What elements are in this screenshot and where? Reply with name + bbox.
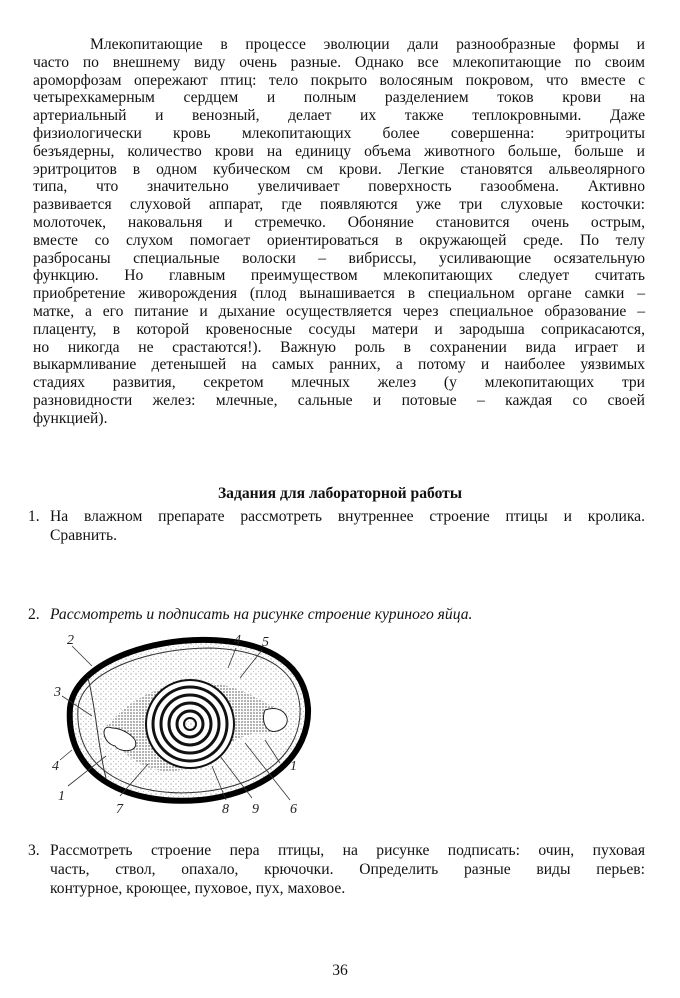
- figure-label: 3: [54, 685, 61, 700]
- paragraph-line: стадиях развития, секретом млечных желез (у млекопитающих три: [33, 374, 645, 392]
- task-number: 1.: [28, 508, 40, 525]
- yolk: [146, 680, 234, 768]
- paragraph-line: выкармливание детенышей на самых ранних, а потому и наиболее уязвимых: [33, 356, 645, 374]
- task-text-line: На влажном препарате рассмотреть внутреннее строение птицы и кролика.: [50, 508, 645, 525]
- paragraph-line: вместе со слухом помогает ориентироваться в окружающей среде. По телу: [33, 231, 645, 249]
- paragraph-line: разбросаны специальные волоски – вибриссы, усиливающие осязательную: [33, 249, 645, 267]
- figure-label: 1: [58, 789, 65, 804]
- paragraph-line: ароморфозам опережают птиц: тело покрыто волосяным покровом, что вместе с: [33, 71, 645, 89]
- paragraph-line: типа, что значительно увеличивает поверхность газообмена. Активно: [33, 178, 645, 196]
- page-number: 36: [332, 962, 348, 979]
- figure-label: 5: [262, 635, 269, 650]
- figure-label: 7: [116, 802, 123, 817]
- task-number: 2.: [28, 606, 40, 623]
- paragraph-line: приобретение живорождения (плод вынашивается в специальном органе самки –: [33, 285, 645, 303]
- figure-label: 1: [290, 759, 297, 774]
- task-number: 3.: [28, 842, 40, 859]
- paragraph-line: молоточек, наковальня и стремечко. Обоняние становится очень острым,: [33, 214, 645, 231]
- figure-label: 8: [222, 802, 229, 817]
- section-heading: Задания для лабораторной работы: [217, 485, 463, 502]
- task-text-line: контурное, кроющее, пуховое, пух, маховое.: [50, 880, 346, 897]
- paragraph-line: безъядерны, количество крови на единицу объема животного больше, больше и: [33, 142, 645, 160]
- paragraph-line: развивается слуховой аппарат, где появляются уже три слуховые косточки:: [33, 196, 645, 214]
- task-text-line: Сравнить.: [50, 527, 117, 544]
- paragraph-line: но никогда не срастаются!). Важную роль в сохранении вида играет и: [33, 338, 645, 356]
- task-text-line: Рассмотреть строение пера птицы, на рисунке подписать: очин, пуховая: [50, 842, 645, 859]
- figure-label: 9: [252, 802, 259, 817]
- paragraph-line: часто по внешнему виду очень разные. Однако все млекопитающие по своим: [33, 53, 645, 71]
- paragraph-line: разновидности желез: млечные, сальные и потовые – каждая со своей: [33, 392, 645, 409]
- figure-label: 4: [234, 633, 241, 648]
- paragraph-line: функцию. Но главным преимуществом млекопитающих следует считать: [33, 267, 645, 285]
- task-text-line: Рассмотреть и подписать на рисунке строение куриного яйца.: [50, 606, 473, 623]
- paragraph-line: функцией).: [33, 409, 108, 427]
- paragraph-line: физиологически кровь млекопитающих более совершенна: эритроциты: [33, 125, 645, 142]
- figure-label: 2: [67, 633, 74, 648]
- paragraph-line: плаценту, в которой кровеносные сосуды матери и зародыша соприкасаются,: [33, 320, 645, 338]
- paragraph-line: четырехкамерным сердцем и полным разделением токов крови на: [33, 89, 645, 107]
- figure-label: 4: [52, 759, 59, 774]
- figure-label: 6: [290, 802, 297, 817]
- task-text-line: часть, ствол, опахало, крючочки. Определить разные виды перьев:: [50, 861, 645, 878]
- chalaza-right: [263, 709, 287, 732]
- paragraph-line: матке, а его питание и дыхание осуществляется через специальное образование –: [33, 303, 645, 320]
- paragraph-line: эритроцитов в одном кубическом см крови. Легкие становятся альвеолярного: [33, 160, 645, 178]
- paragraph-line: артериальный и венозный, делает их также теплокровными. Даже: [33, 107, 645, 125]
- paragraph-line: Млекопитающие в процессе эволюции дали разнообразные формы и: [90, 36, 645, 53]
- egg-structure-figure: [40, 628, 340, 823]
